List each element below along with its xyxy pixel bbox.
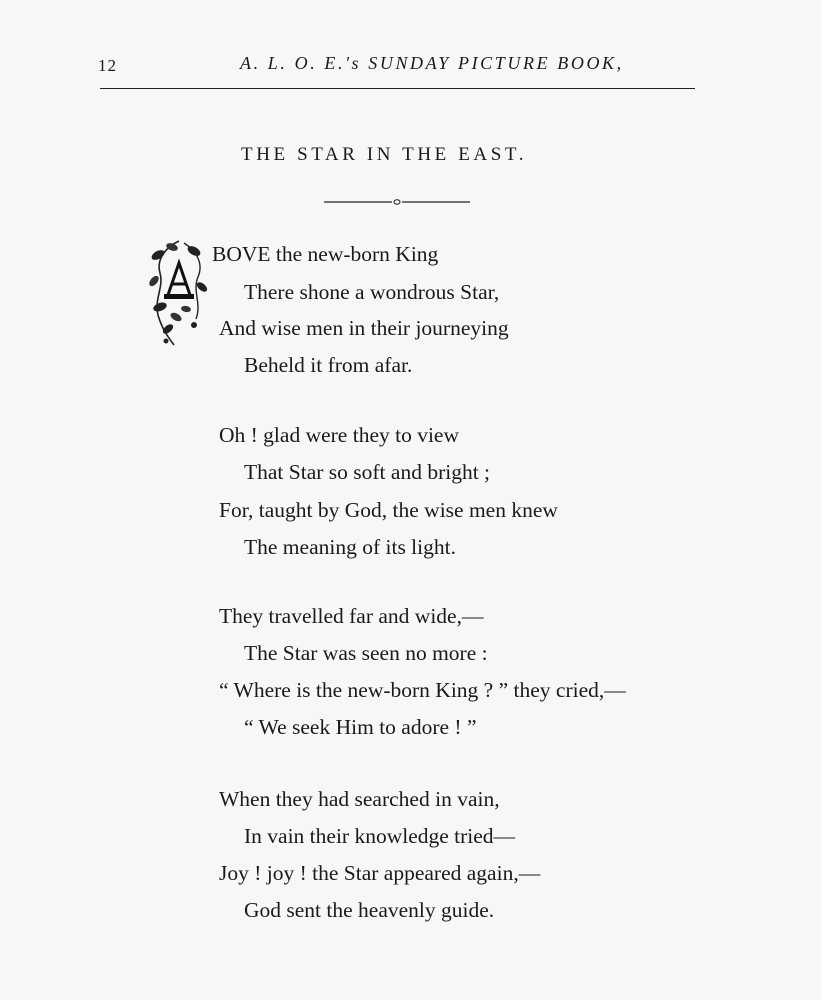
poem-line: That Star so soft and bright ; xyxy=(244,460,491,484)
poem-line: When they had searched in vain, xyxy=(219,787,500,811)
page-number: 12 xyxy=(98,56,117,75)
header-rule xyxy=(100,88,695,89)
poem-line: For, taught by God, the wise men knew xyxy=(219,498,558,522)
poem-line: There shone a wondrous Star, xyxy=(244,280,500,304)
poem-line: They travelled far and wide,— xyxy=(219,604,484,628)
poem-line: Joy ! joy ! the Star appeared again,— xyxy=(219,861,541,885)
poem-line: “ We seek Him to adore ! ” xyxy=(244,715,477,739)
poem-line: Oh ! glad were they to view xyxy=(219,423,460,447)
running-header: A. L. O. E.'s SUNDAY PICTURE BOOK, xyxy=(240,53,624,73)
poem-line: Beheld it from afar. xyxy=(244,353,413,377)
poem-line: “ Where is the new-born King ? ” they cried,— xyxy=(219,678,626,702)
poem-line: The Star was seen no more : xyxy=(244,641,488,665)
poem-line: The meaning of its light. xyxy=(244,535,456,559)
poem-line: In vain their knowledge tried— xyxy=(244,824,516,848)
floral-dropcap-icon xyxy=(146,237,212,347)
poem-line: God sent the heavenly guide. xyxy=(244,898,495,922)
poem-line: And wise men in their journeying xyxy=(219,316,509,340)
poem-title: THE STAR IN THE EAST. xyxy=(241,144,528,165)
poem-line: BOVE the new-born King xyxy=(212,242,439,266)
ornament-divider xyxy=(324,196,470,208)
